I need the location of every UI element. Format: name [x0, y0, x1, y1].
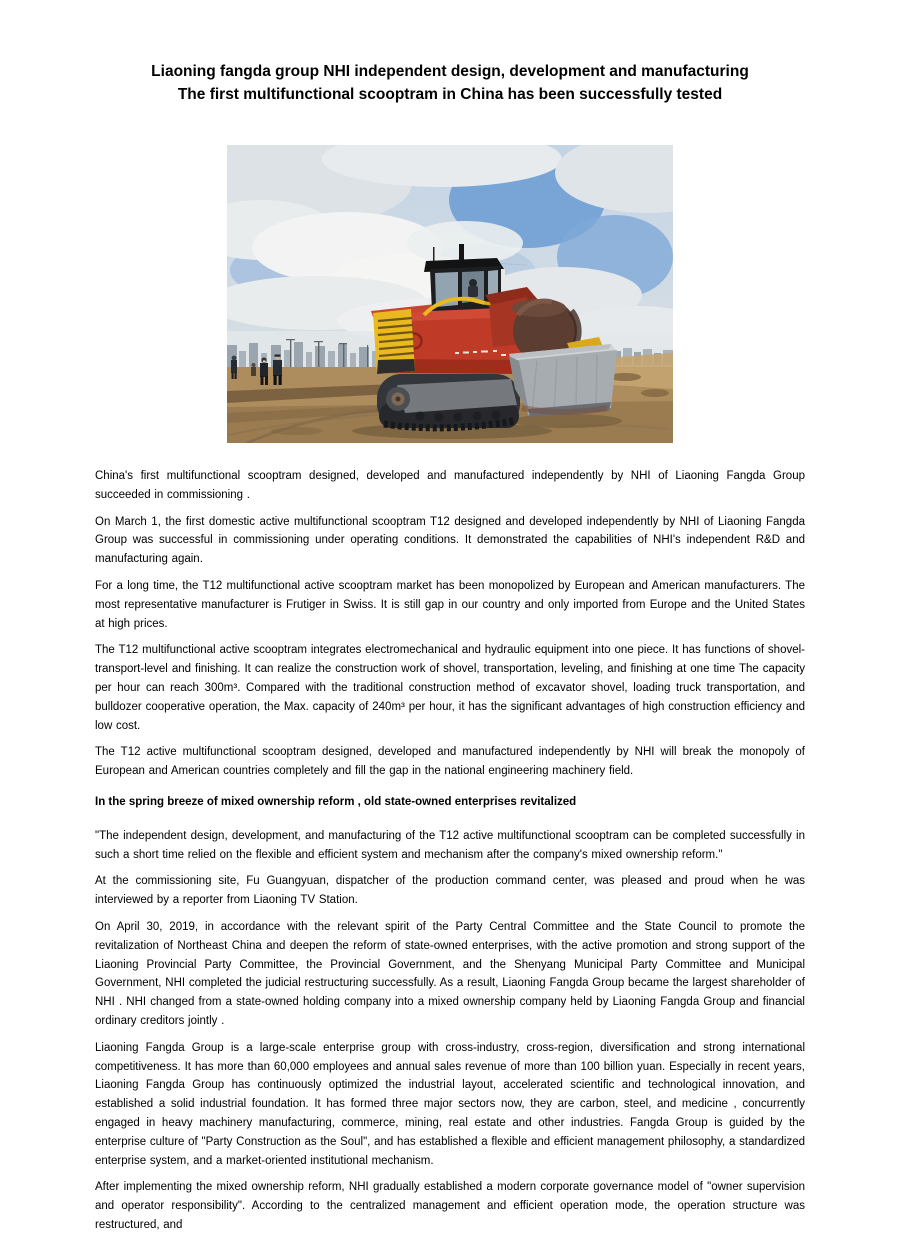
paragraph-5: The T12 active multifunctional scooptram designed, developed and manufactured independently by NHI will break the monopoly of European and American countries completely and fill the gap in the national engineering machinery field.	[95, 746, 805, 778]
paragraph-9: Liaoning Fangda Group is a large-scale enterprise group with cross-industry, cross-region, diversification and strong international competitiveness. It has more than 60,000 employees and annual sales revenue of more than 100 billion yuan. Especially in recent years, Liaoning Fangda Group has continuously optimized the industrial layout, accelerated scientific and technological innovation, and established a solid industrial foundation. It has formed three major sectors now, they are carbon, steel, and medicine , concurrently engaged in heavy machinery manufacturing, commerce, mining, real estate and other industries. Fangda Group is guided by the enterprise culture of "Party Construction as the Soul", and has established a flexible and efficient management philosophy, a standardized enterprise system, and a market-oriented institutional mechanism.	[95, 1041, 805, 1167]
article-title-line-2: The first multifunctional scooptram in China has been successfully tested	[177, 86, 723, 103]
document-page	[95, 0, 805, 1235]
paragraph-10: After implementing the mixed ownership reform, NHI gradually established a modern corporate governance model of "owner supervision and operator responsibility". According to the centralized management and efficient operation mode, the operation structure was restructured, and	[95, 1181, 805, 1231]
mirror	[501, 269, 505, 279]
article-body	[95, 467, 805, 1235]
exhaust-stack	[459, 244, 464, 261]
machine-blade	[509, 344, 617, 417]
paragraph-1: China's first multifunctional scooptram designed, developed and manufactured independently by NHI of Liaoning Fangda Group succeeded in commissioning .	[95, 470, 805, 501]
article-title	[95, 60, 805, 106]
paragraph-7: At the commissioning site, Fu Guangyuan, dispatcher of the production command center, was pleased and proud when he was interviewed by a reporter from Liaoning TV Station.	[95, 875, 805, 907]
paragraph-2: On March 1, the first domestic active multifunctional scooptram T12 designed and developed independently by NHI of Liaoning Fangda Group was successful in commissioning under operating conditions. It demonstrated the capabilities of NHI's independent R&D and manufacturing again.	[95, 515, 805, 566]
operator-silhouette	[469, 279, 477, 287]
section-subheading: In the spring breeze of mixed ownership reform , old state-owned enterprises revitalized	[95, 795, 577, 808]
machine-photo	[227, 145, 673, 443]
antenna	[433, 247, 435, 261]
paragraph-8: On April 30, 2019, in accordance with the relevant spirit of the Party Central Committee and the State Council to promote the revitalization of Northeast China and deepen the reform of state-owned enterprises, with the active promotion and strong support of the Liaoning Provincial Party Committee, the Provincial Government, and the Shenyang Municipal Party Committee and Municipal Government, NHI completed the judicial restructuring successfully. As a result, Liaoning Fangda Group became the largest shareholder of NHI . NHI changed from a state-owned holding company into a mixed ownership company held by Liaoning Fangda Group and financial ordinary creditors jointly .	[95, 920, 805, 1027]
paragraph-3: For a long time, the T12 multifunctional active scooptram market has been monopolized by European and American manufacturers. The most representative manufacturer is Frutiger in Swiss. It is still gap in our country and only imported from Europe and the United States at high prices.	[95, 579, 805, 630]
paragraph-4: The T12 multifunctional active scooptram integrates electromechanical and hydraulic equipment into one piece. It has functions of shovel-transport-level and finishing. It can realize the construction work of shovel, transportation, leveling, and finishing at one time The capacity per hour can reach 300m³. Compared with the traditional construction method of excavator shovel, loading truck transportation, and bulldozer cooperative operation, the Max. capacity of 240m³ per hour, it has the significant advantages of high construction efficiency and low cost.	[95, 644, 805, 732]
machine-tracks	[377, 374, 520, 428]
article-title-line-1: Liaoning fangda group NHI independent design, development and manufacturing	[151, 63, 749, 80]
paragraph-6: "The independent design, development, and manufacturing of the T12 active multifunctional scooptram can be completed successfully in such a short time relied on the flexible and efficient system and mechanism after the company's mixed ownership reform."	[95, 829, 805, 861]
machine-grille	[373, 309, 415, 374]
